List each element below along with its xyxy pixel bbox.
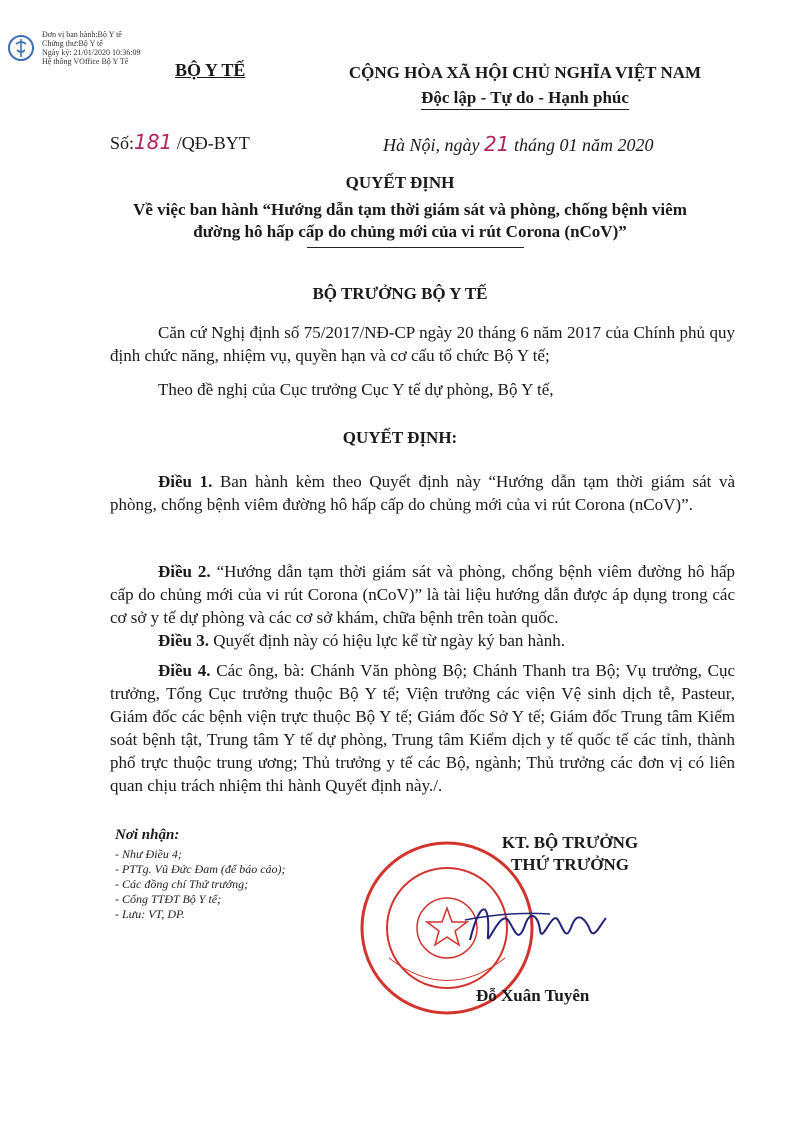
handwritten-day: 21 xyxy=(484,132,510,156)
article-2: Điều 2. “Hướng dẫn tạm thời giám sát và phòng, chống bệnh viêm đường hô hấp cấp do chủng mới của vi rút Corona (nCoV)” là tài liệu hướng dẫn được áp dụng trong các cơ sở y tế dự phòng và các cơ sở khám, chữa bệnh trên toàn quốc. xyxy=(110,562,735,627)
signer-name: Đỗ Xuân Tuyên xyxy=(476,986,590,1005)
digital-signature-date: Ngày ký: 21/01/2020 10:36:09 xyxy=(42,48,141,57)
digital-signature-system: Hệ thống VOffice Bộ Y Tế xyxy=(42,57,129,66)
authority-title: BỘ TRƯỞNG BỘ Y TẾ xyxy=(312,284,488,303)
article-1: Điều 1. Ban hành kèm theo Quyết định này “Hướng dẫn tạm thời giám sát và phòng, chống bệnh viêm đường hô hấp cấp do chủng mới của vi rút Corona (nCoV)”. xyxy=(110,472,736,514)
article-4: Điều 4. Các ông, bà: Chánh Văn phòng Bộ; Chánh Thanh tra Bộ; Vụ trưởng, Cục trưởng, Tổng Cục trưởng thuộc Bộ Y tế; Viện trưởng các viện Vệ sinh dịch tễ, Pasteur, Giám đốc các bệnh viện trực thuộc Bộ Y tế; Giám đốc Sở Y tế; Giám đốc Trung tâm Kiểm soát bệnh tật, Trung tâm Y tế dự phòng, Trung tâm Kiểm dịch y tế quốc tế các tỉnh, thành phố trực thuộc trung ương; Thủ trưởng y tế các Bộ, ngành; Thủ trưởng các đơn vị có liên quan chịu trách nhiệm thi hành Quyết định này./. xyxy=(110,661,735,795)
recipient-item: - Như Điều 4; xyxy=(115,847,182,861)
decision-subject: Về việc ban hành “Hướng dẫn tạm thời giám sát và phòng, chống bệnh viêm đường hô hấp cấp do chủng mới của vi rút Corona (nCoV)” xyxy=(133,200,687,241)
handwritten-signature xyxy=(460,890,610,960)
document-number: Số:181 /QĐ-BYT xyxy=(110,130,250,154)
signer-position: THỨ TRƯỞNG xyxy=(511,855,629,874)
ministry-name: BỘ Y TẾ xyxy=(175,60,246,80)
national-motto: Độc lập - Tự do - Hạnh phúc xyxy=(330,88,720,108)
recipient-item: - PTTg. Vũ Đức Đam (để báo cáo); xyxy=(115,862,286,876)
article-3: Điều 3. Quyết định này có hiệu lực kể từ ngày ký ban hành. xyxy=(158,631,565,650)
on-behalf-label: KT. BỘ TRƯỞNG xyxy=(501,833,639,852)
digital-signature-block xyxy=(42,30,140,66)
republic-name: CỘNG HÒA XÃ HỘI CHỦ NGHĨA VIỆT NAM xyxy=(348,63,702,82)
decides-heading: QUYẾT ĐỊNH: xyxy=(342,428,458,447)
digital-signature-certificate: Chứng thư:Bộ Y tế xyxy=(42,39,103,48)
vn-emblem-icon xyxy=(6,34,36,62)
legal-basis-2: Theo đề nghị của Cục trưởng Cục Y tế dự phòng, Bộ Y tế, xyxy=(158,380,554,399)
recipients-title: Nơi nhận: xyxy=(115,827,180,843)
recipient-item: - Lưu: VT, DP. xyxy=(115,907,185,921)
recipients-list xyxy=(115,847,286,922)
digital-signature-issuer: Đơn vị ban hành:Bộ Y tế xyxy=(42,30,122,39)
subject-underline xyxy=(307,247,524,248)
decision-title: QUYẾT ĐỊNH xyxy=(345,173,455,192)
recipient-item: - Cổng TTĐT Bộ Y tế; xyxy=(115,892,222,906)
date-line: Hà Nội, ngày 21 tháng 01 năm 2020 xyxy=(383,132,654,156)
signature-block xyxy=(455,832,685,876)
recipient-item: - Các đồng chí Thứ trưởng; xyxy=(115,877,249,891)
handwritten-number: 181 xyxy=(134,130,173,154)
legal-basis-1: Căn cứ Nghị định số 75/2017/NĐ-CP ngày 20 tháng 6 năm 2017 của Chính phủ quy định chức năng, nhiệm vụ, quyền hạn và cơ cấu tổ chức Bộ Y tế; xyxy=(110,323,735,365)
